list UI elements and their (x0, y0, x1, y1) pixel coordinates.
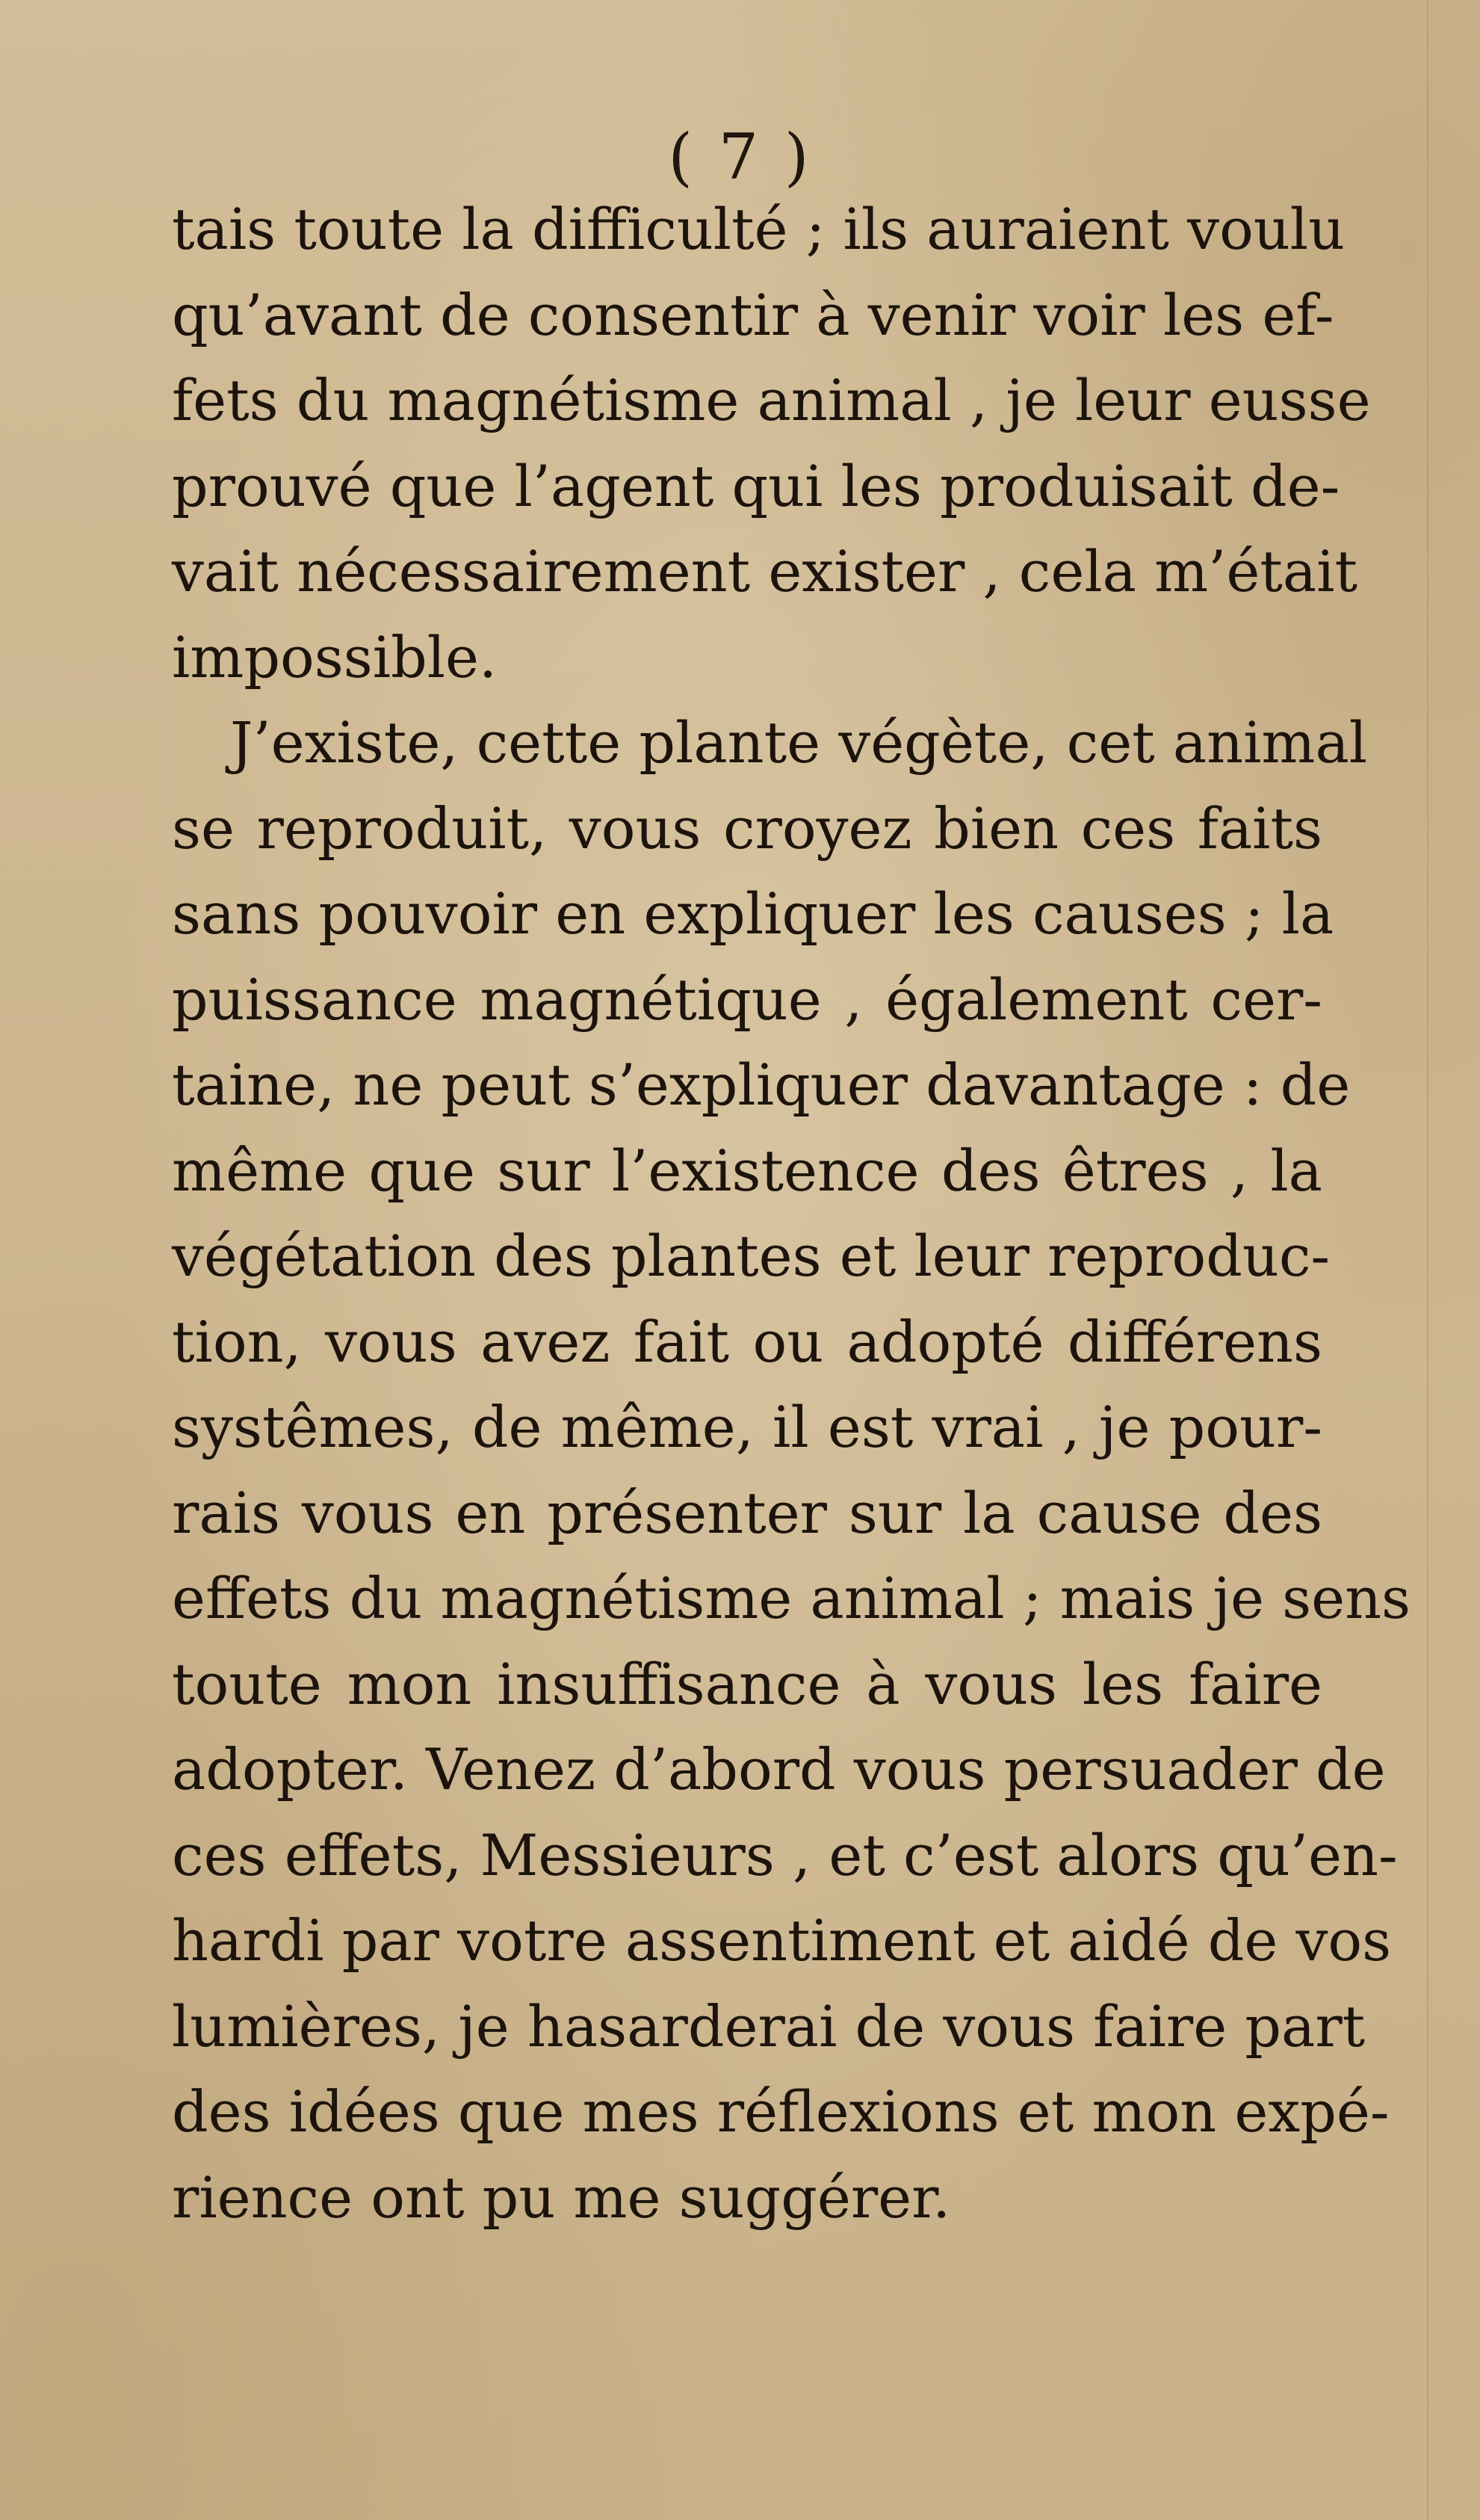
text-line: fets du magnétisme animal , je leur eusse (172, 367, 1371, 433)
text-line: toute mon insuffisance à vous les faire (172, 1650, 1322, 1717)
text-line: impossible. (172, 623, 498, 691)
text-line: tais toute la difficulté ; ils auraient voulu (172, 196, 1346, 262)
paragraph-2 (172, 700, 1411, 2240)
text-line: lumières, je hasarderai de vous faire part (172, 1992, 1366, 2060)
page-number: ( 7 ) (668, 120, 812, 194)
text-line: ces effets, Messieurs , et c’est alors qu’en- (172, 1821, 1398, 1889)
text-line: tion, vous avez fait ou adopté différens (172, 1308, 1322, 1375)
text-line: J’existe, cette plante végète, cet animal (230, 709, 1368, 776)
text-line: hardi par votre assentiment et aidé de vos (172, 1907, 1392, 1974)
text-line: systêmes, de même, il est vrai , je pour- (172, 1394, 1322, 1460)
text-line: même que sur l’existence des êtres , la (172, 1137, 1322, 1204)
text-line: prouvé que l’agent qui les produisait de- (172, 452, 1340, 519)
paragraph-1 (172, 187, 1371, 700)
fold-line (1427, 0, 1428, 2520)
text-line: rais vous en présenter sur la cause des (172, 1479, 1322, 1546)
text-line: adopter. Venez d’abord vous persuader de (172, 1736, 1386, 1803)
text-line: taine, ne peut s’expliquer davantage : de (172, 1051, 1351, 1118)
text-line: des idées que mes réflexions et mon expé- (172, 2078, 1390, 2145)
text-line: vait nécessairement exister , cela m’était (172, 538, 1358, 605)
body-text (172, 187, 1411, 2240)
text-line: rience ont pu me suggérer. (172, 2164, 951, 2231)
text-line: se reproduit, vous croyez bien ces faits (172, 794, 1322, 862)
text-line: puissance magnétique , également cer- (172, 966, 1322, 1033)
text-line: sans pouvoir en expliquer les causes ; la (172, 880, 1334, 947)
text-line: qu’avant de consentir à venir voir les ef- (172, 281, 1334, 348)
text-line: végétation des plantes et leur reproduc- (172, 1223, 1331, 1289)
text-line: effets du magnétisme animal ; mais je sens (172, 1565, 1411, 1631)
